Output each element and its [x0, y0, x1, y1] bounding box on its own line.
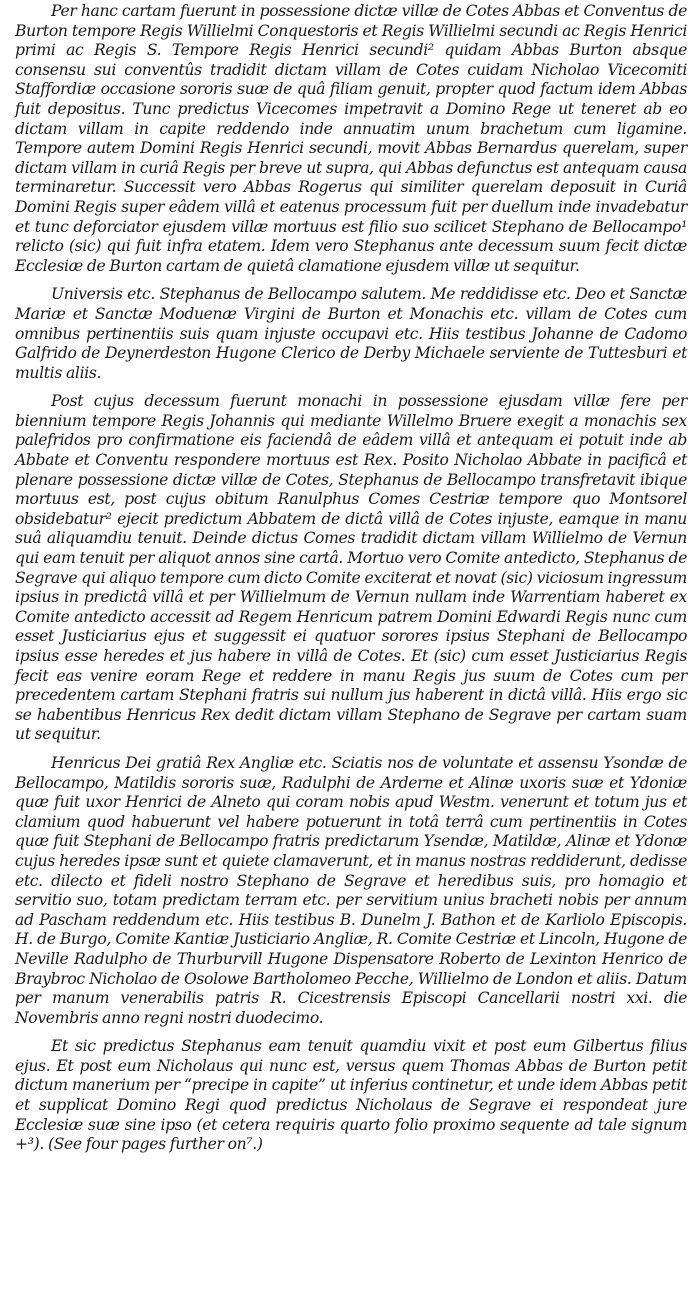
paragraph-1-text: Per hanc cartam fuerunt in possessione dictæ villæ de Cotes Abbas et Conventus de Burton tempore Regis Willielmi Conquestoris et Regis Willielmi secundi ac Regis Henrici primi ac Regis S. Tempore Regis Henrici secundi² quidam Abbas Burton absque consensu sui conventûs tradidit dictam villam de Cotes cuidam Nicholao Vicecomiti Staffordiæ occasione sororis suæ de quâ filiam genuit, propter quod factum idem Abbas fuit depositus. Tunc predictus Vicecomes impetravit a Domino Rege ut teneret ab eo dictam villam in capite reddendo inde annuatim unum brachetum cum ligamine. Tempore autem Domini Regis Henrici secundi, movit Abbas Bernardus querelam, super dictam villam in curiâ Regis per breve ut supra, qui Abbas defunctus est antequam causa terminaretur. Successit vero Abbas Rogerus qui similiter querelam deposuit in Curiâ Domini Regis super eâdem villâ et eatenus processum fuit per duellum inde invadebatur et tunc deforciator ejusdem villæ mortuus est filio suo scilicet Stephano de Bellocampo¹ relicto (sic) qui fuit infra etatem. Idem vero Stephanus ante decessum suum fecit dictæ Ecclesiæ de Burton cartam de quietâ clamatione ejusdem villæ ut sequitur.: [15, 2, 687, 275]
paragraph-3-text: Post cujus decessum fuerunt monachi in possessione ejusdam villæ fere per biennium tempore Regis Johannis qui mediante Willelmo Bruere exegit a monachis sex palefridos pro confirmatione eis faciendâ de eâdem villâ et antequam ei potuit inde ab Abbate et Conventu respondere mortuus est Rex. Posito Nicholao Abbate in pacificâ et plenare possessione dictæ villæ de Cotes, Stephanus de Bellocampo transfretavit ibique mortuus est, post cujus obitum Ranulphus Comes Cestriæ tempore quo Montsorel obsidebatur² ejecit predictum Abbatem de dictâ villâ de Cotes injuste, eamque in manu suâ aliquamdiu tenuit. Deinde dictus Comes tradidit dictam villam Willielmo de Vernun qui eam tenuit per aliquot annos sine cartâ. Mortuo vero Comite antedicto, Stephanus de Segrave qui aliquo tempore cum dicto Comite exciterat et novat (sic) viciosum ingressum ipsius in predictâ villâ et per Willielmum de Vernun nullam inde Warrentiam haberet ex Comite antedicto accessit ad Regem Henricum patrem Domini Edwardi Regis nunc cum esset Justiciarius ejus et suggessit ei quatuor sorores ipsius Stephani de Bellocampo ipsius esse heredes et jus habere in villâ de Cotes. Et (sic) cum esset Justiciarius Regis fecit eas venire eoram Rege et reddere in manu Regis jus suum de Cotes cum per precedentem cartam Stephani fratris sui nullum jus haberent in dictâ villâ. Hiis ergo sic se habentibus Henricus Rex dedit dictam villam Stephano de Segrave per cartam suam ut sequitur.: [15, 392, 687, 744]
paragraph-2-text: Universis etc. Stephanus de Bellocampo salutem. Me reddidisse etc. Deo et Sanctæ Mariæ et Sanctæ Moduenæ Virgini de Burton et Monachis etc. villam de Cotes cum omnibus pertinentiis suis quam injuste occupavi etc. Hiis testibus Johanne de Cadomo Galfrido de Deynerdeston Hugone Clerico de Derby Michaele serviente de Tuttesburi et multis aliis.: [15, 285, 687, 382]
paragraph-1: [15, 2, 687, 276]
paragraph-2: [15, 285, 687, 383]
paragraph-3: [15, 392, 687, 745]
paragraph-5: [15, 1037, 687, 1155]
paragraph-5-text: Et sic predictus Stephanus eam tenuit quamdiu vixit et post eum Gilbertus filius ejus. Et post eum Nicholaus qui nunc est, versus quem Thomas Abbas de Burton petit dictum manerium per “precipe in capite” ut inferius continetur, et unde idem Abbas petit et supplicat Domino Regi quod predictus Nicholaus de Segrave ei respondeat jure Ecclesiæ suæ sine ipso (et cetera requiris quarto folio proximo sequente ad tale signum +³). (See four pages further on⁷.): [15, 1037, 687, 1154]
paragraph-4: [15, 754, 687, 1028]
paragraph-4-text: Henricus Dei gratiâ Rex Angliæ etc. Sciatis nos de voluntate et assensu Ysondæ de Bellocampo, Matildis sororis suæ, Radulphi de Arderne et Alinæ uxoris suæ et Ydoniæ quæ fuit uxor Henrici de Alneto qui coram nobis apud Westm. venerunt et totum jus et clamium quod habuerunt vel habere potuerunt in totâ terrâ cum pertinentiis in Cotes quæ fuit Stephani de Bellocampo fratris predictarum Ysendæ, Matildæ, Alinæ et Ydonæ cujus heredes ipsæ sunt et quiete clamaverunt, et in manus nostras reddiderunt, dedisse etc. dilecto et fideli nostro Stephano de Segrave et heredibus suis, pro homagio et servitio suo, totam predictam terram etc. per servitium unius bracheti nobis per annum ad Pascham reddendum etc. Hiis testibus B. Dunelm J. Bathon et de Karliolo Episcopis. H. de Burgo, Comite Kantiæ Justiciario Angliæ, R. Comite Cestriæ et Lincoln, Hugone de Neville Radulpho de Thurburvill Hugone Dispensatore Roberto de Lexinton Henrico de Braybroc Nicholao de Osolowe Bartholomeo Pecche, Willielmo de London et aliis. Datum per manum venerabilis patris R. Cicestrensis Episcopi Cancellarii nostri xxi. die Novembris anno regni nostri duodecimo.: [15, 753, 687, 1027]
